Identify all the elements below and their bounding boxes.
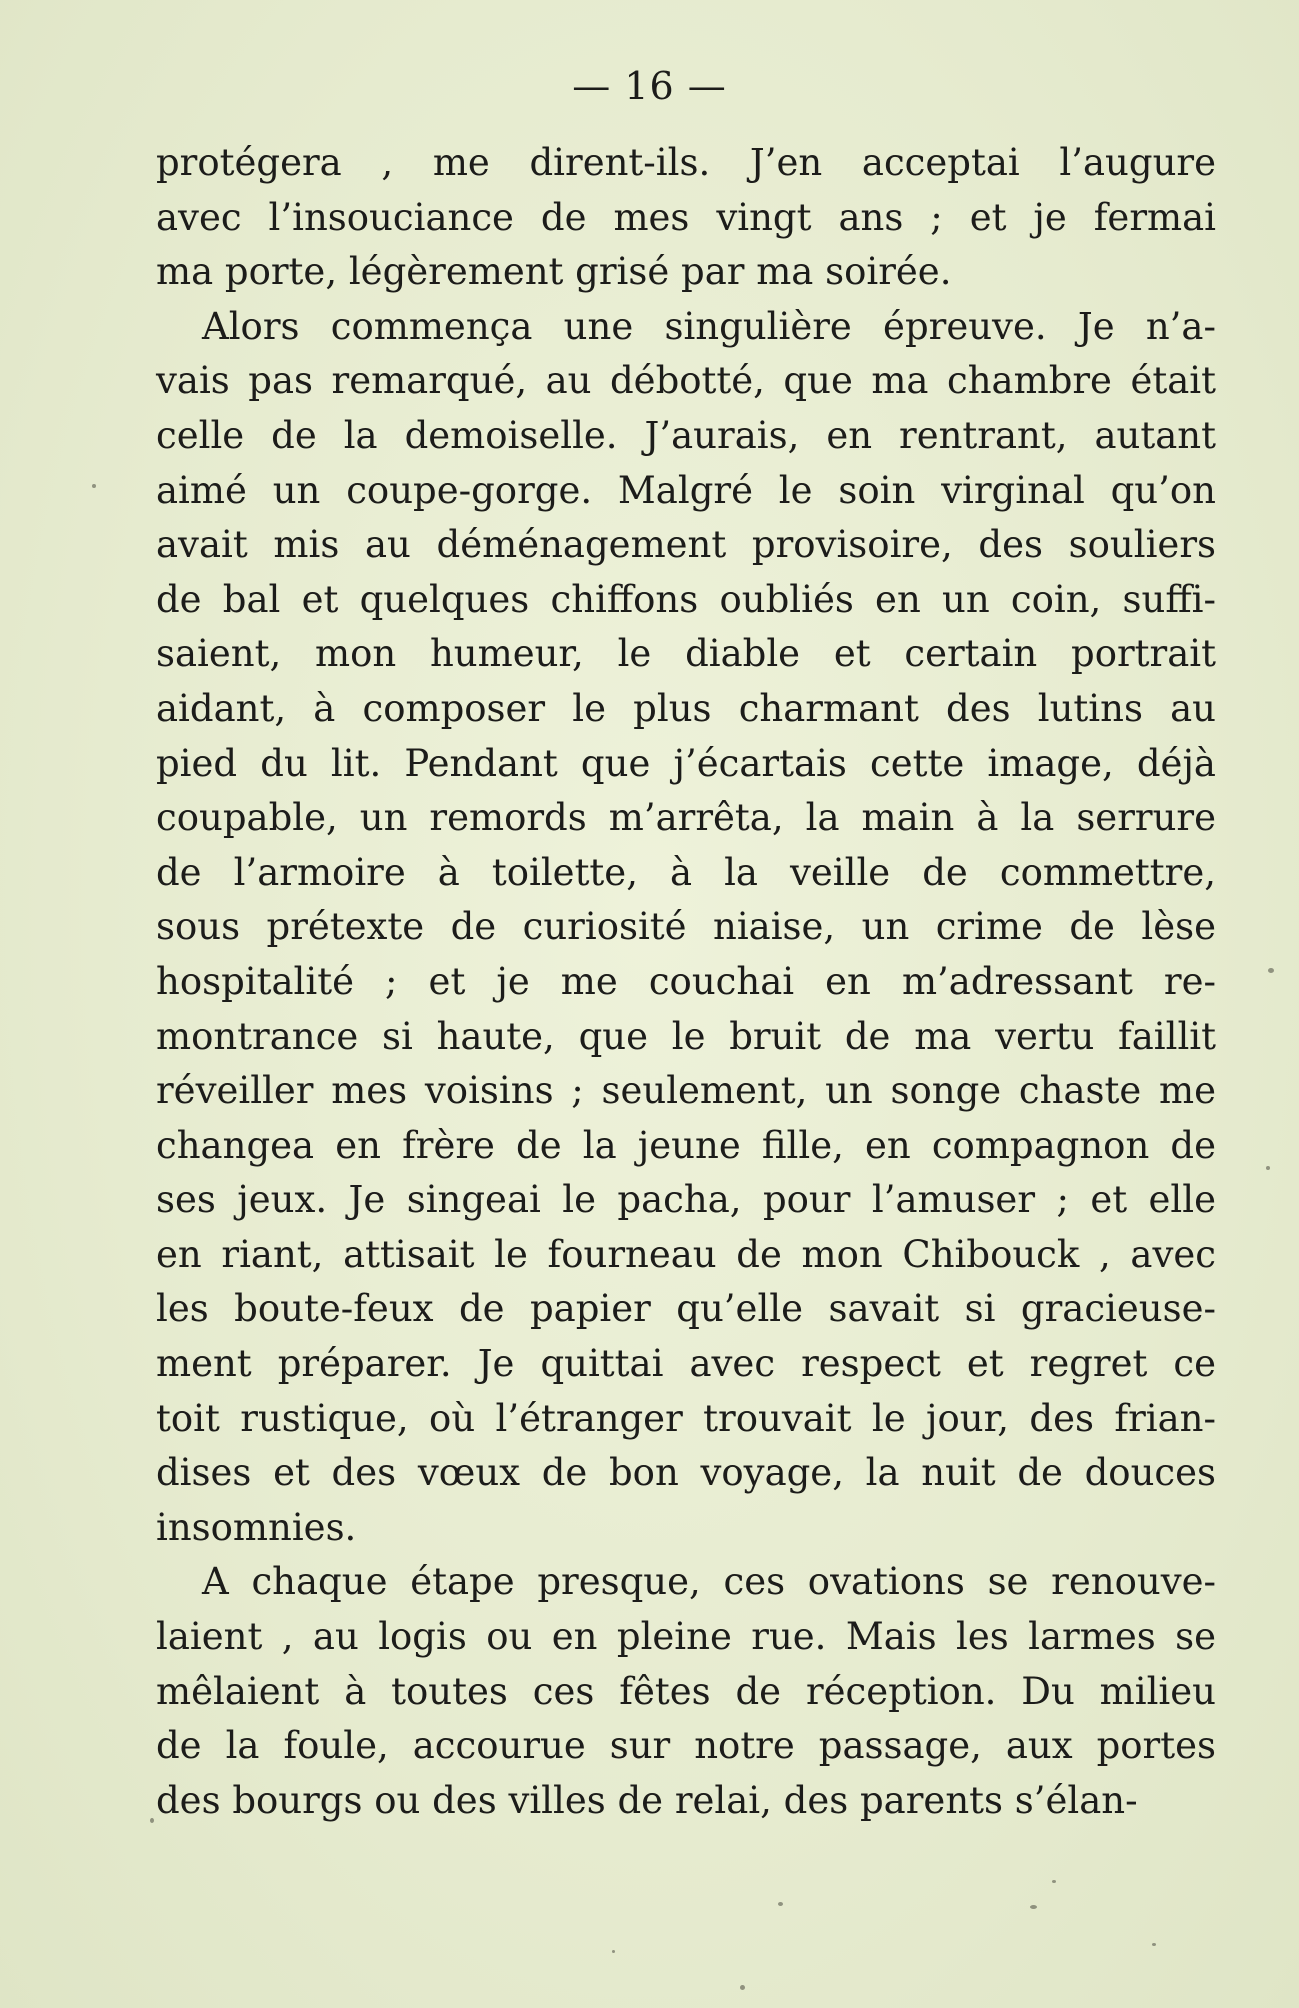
paper-speck [1268, 968, 1274, 973]
text-line: pied du lit. Pendant que j’écartais cette image, déjà [156, 741, 1216, 785]
text-line: coupable, un remords m’arrêta, la main à la serrure [156, 796, 1216, 840]
paper-speck [1266, 1166, 1270, 1170]
text-line: celle de la demoiselle. J’aurais, en rentrant, autant [156, 413, 1216, 457]
text-line: de bal et quelques chiffons oubliés en un coin, suffi- [156, 577, 1216, 621]
text-line: laient , au logis ou en pleine rue. Mais les larmes se [156, 1615, 1216, 1659]
text-line: de l’armoire à toilette, à la veille de commettre, [156, 850, 1216, 894]
paper-speck [1152, 1943, 1156, 1946]
text-line: montrance si haute, que le bruit de ma vertu faillit [156, 1014, 1216, 1058]
paper-speck [92, 484, 96, 488]
text-line: ses jeux. Je singeai le pacha, pour l’amuser ; et elle [156, 1178, 1216, 1222]
page-number: — 16 — [572, 64, 727, 108]
paper-speck [740, 1985, 745, 1990]
text-line: saient, mon humeur, le diable et certain portrait [156, 632, 1216, 676]
text-line: hospitalité ; et je me couchai en m’adressant re- [156, 959, 1216, 1003]
text-line: A chaque étape presque, ces ovations se renouve- [202, 1560, 1216, 1604]
paper-speck [150, 1818, 154, 1823]
text-line: en riant, attisait le fourneau de mon Chibouck , avec [156, 1232, 1216, 1276]
text-line: insomnies. [156, 1505, 357, 1549]
text-line: avec l’insouciance de mes vingt ans ; et je fermai [156, 195, 1216, 239]
paper-speck [778, 1902, 783, 1906]
paper-speck [1052, 1880, 1056, 1883]
text-line: ment préparer. Je quittai avec respect et regret ce [156, 1342, 1216, 1386]
text-line: avait mis au déménagement provisoire, des souliers [156, 523, 1216, 567]
paper-speck [612, 1950, 615, 1953]
paragraph [156, 1555, 1216, 1828]
body-text [156, 136, 1216, 1828]
text-line: aidant, à composer le plus charmant des lutins au [156, 686, 1216, 730]
text-line: changea en frère de la jeune fille, en compagnon de [156, 1123, 1216, 1167]
text-line: dises et des vœux de bon voyage, la nuit de douces [156, 1451, 1216, 1495]
paragraph [156, 300, 1216, 1556]
text-line: des bourgs ou des villes de relai, des parents s’élan- [156, 1778, 1138, 1822]
text-line: toit rustique, où l’étranger trouvait le jour, des frian- [156, 1396, 1216, 1440]
text-line: protégera , me dirent-ils. J’en acceptai l’augure [156, 141, 1216, 184]
text-line: Alors commença une singulière épreuve. Je n’a- [202, 304, 1216, 348]
text-line: ma porte, légèrement grisé par ma soirée. [156, 250, 952, 294]
text-line: réveiller mes voisins ; seulement, un songe chaste me [156, 1069, 1216, 1113]
text-line: les boute-feux de papier qu’elle savait si gracieuse- [156, 1287, 1216, 1331]
paper-speck [1030, 1905, 1037, 1909]
text-line: aimé un coupe-gorge. Malgré le soin virginal qu’on [156, 468, 1216, 512]
text-line: vais pas remarqué, au débotté, que ma chambre était [156, 359, 1216, 403]
text-line: mêlaient à toutes ces fêtes de réception. Du milieu [156, 1669, 1216, 1713]
paragraph [156, 136, 1216, 300]
text-line: sous prétexte de curiosité niaise, un crime de lèse [156, 905, 1216, 949]
text-line: de la foule, accourue sur notre passage, aux portes [156, 1724, 1216, 1768]
